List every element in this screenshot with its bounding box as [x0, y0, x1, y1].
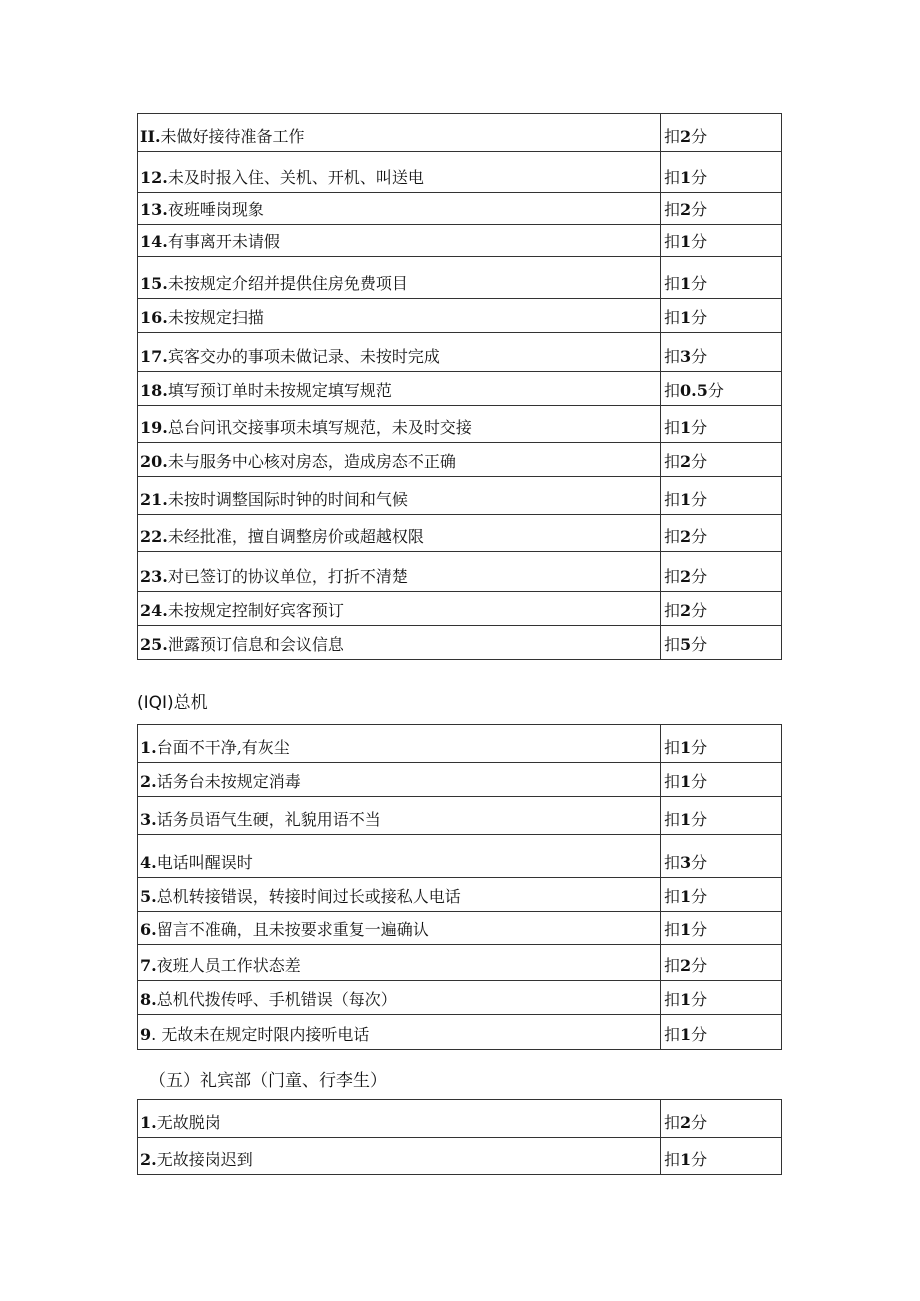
- item-number: 1.: [140, 1113, 157, 1132]
- deduct-label: 扣: [664, 232, 681, 251]
- deduction-cell: [661, 912, 782, 945]
- table-row: [138, 725, 782, 763]
- deduct-label: 扣: [664, 567, 681, 586]
- deduction-cell: [661, 835, 782, 878]
- deduction-cell: [661, 152, 782, 193]
- table-row: [138, 912, 782, 945]
- deduct-label: 扣: [664, 956, 681, 975]
- deduct-label: 扣: [664, 1025, 681, 1044]
- deduct-label: 扣: [664, 1113, 681, 1132]
- item-text: 台面不干净,有灰尘: [156, 738, 290, 757]
- deduct-label: 扣: [664, 810, 681, 829]
- table-row: [138, 1138, 782, 1175]
- table-row: [138, 552, 782, 592]
- table-row: [138, 797, 782, 835]
- deduct-points: 1: [680, 738, 692, 757]
- item-description-cell: [138, 1138, 661, 1175]
- table-row: [138, 257, 782, 299]
- deduct-points: 2: [680, 527, 692, 546]
- item-description-cell: [138, 515, 661, 552]
- item-description-cell: [138, 225, 661, 257]
- deduct-label: 扣: [664, 168, 681, 187]
- item-description-cell: [138, 592, 661, 626]
- deduct-label: 扣: [664, 490, 681, 509]
- deduct-unit: 分: [691, 127, 708, 146]
- table-row: [138, 152, 782, 193]
- deduct-unit: 分: [691, 567, 708, 586]
- table-row: [138, 835, 782, 878]
- deduction-cell: [661, 114, 782, 152]
- deduct-unit: 分: [691, 1150, 708, 1169]
- item-description-cell: [138, 878, 661, 912]
- item-number: 6.: [140, 920, 157, 939]
- item-number: 2.: [140, 1150, 157, 1169]
- deduct-unit: 分: [707, 381, 724, 400]
- item-text: 总台问讯交接事项未填写规范，未及时交接: [167, 418, 472, 437]
- deduct-label: 扣: [664, 452, 681, 471]
- item-text: 未按规定扫描: [167, 308, 264, 327]
- table-row: [138, 945, 782, 981]
- deduct-unit: 分: [691, 168, 708, 187]
- item-number: II.: [140, 127, 161, 146]
- item-number: 21.: [140, 490, 168, 509]
- table-row: [138, 193, 782, 225]
- item-text: 对已签订的协议单位，打折不清楚: [167, 567, 408, 586]
- deduct-points: 2: [680, 601, 692, 620]
- item-number: 23.: [140, 567, 168, 586]
- deduct-label: 扣: [664, 920, 681, 939]
- item-text: 夜班人员工作状态差: [156, 956, 301, 975]
- deduction-cell: [661, 333, 782, 372]
- deduct-label: 扣: [664, 347, 681, 366]
- deduct-points: 1: [680, 418, 692, 437]
- item-text: 夜班唾岗现象: [167, 200, 264, 219]
- deduction-cell: [661, 443, 782, 477]
- deduct-unit: 分: [691, 738, 708, 757]
- item-description-cell: [138, 945, 661, 981]
- section-heading-switchboard: (IQI)总机: [137, 693, 208, 713]
- item-text: 未按规定介绍并提供住房免费项目: [167, 274, 408, 293]
- deduct-unit: 分: [691, 990, 708, 1009]
- deduction-cell: [661, 1015, 782, 1050]
- deduct-unit: 分: [691, 887, 708, 906]
- item-number: 17.: [140, 347, 168, 366]
- deduct-points: 1: [680, 1150, 692, 1169]
- deduct-points: 3: [680, 347, 692, 366]
- table-row: [138, 515, 782, 552]
- item-text: 未做好接待准备工作: [160, 127, 305, 146]
- deduct-unit: 分: [691, 308, 708, 327]
- deduction-cell: [661, 406, 782, 443]
- item-description-cell: [138, 299, 661, 333]
- deduct-label: 扣: [664, 381, 681, 400]
- table-row: [138, 299, 782, 333]
- item-description-cell: [138, 477, 661, 515]
- item-text: 有事离开未请假: [167, 232, 280, 251]
- deduct-unit: 分: [691, 200, 708, 219]
- item-number: 9: [140, 1025, 152, 1044]
- deduct-points: 2: [680, 956, 692, 975]
- deduction-cell: [661, 878, 782, 912]
- deduct-points: 1: [680, 772, 692, 791]
- item-description-cell: [138, 797, 661, 835]
- deduction-cell: [661, 225, 782, 257]
- deduct-points: 1: [680, 887, 692, 906]
- item-description-cell: [138, 193, 661, 225]
- item-number: 22.: [140, 527, 168, 546]
- item-number: 4.: [140, 853, 157, 872]
- item-description-cell: [138, 443, 661, 477]
- section-heading-concierge: （五）礼宾部（门童、行李生）: [149, 1071, 387, 1091]
- table-row: [138, 225, 782, 257]
- deduct-label: 扣: [664, 527, 681, 546]
- item-description-cell: [138, 725, 661, 763]
- deduct-points: 1: [680, 308, 692, 327]
- front-desk-penalty-table: [137, 113, 782, 660]
- item-number: 2.: [140, 772, 157, 791]
- deduct-label: 扣: [664, 738, 681, 757]
- item-text: 宾客交办的事项未做记录、未按时完成: [167, 347, 440, 366]
- item-text: 未与服务中心核对房态，造成房态不正确: [167, 452, 456, 471]
- deduction-cell: [661, 193, 782, 225]
- deduct-label: 扣: [664, 127, 681, 146]
- deduct-points: 2: [680, 127, 692, 146]
- item-text: 未按时调整国际时钟的时间和气候: [167, 490, 408, 509]
- deduct-points: 1: [680, 168, 692, 187]
- deduct-unit: 分: [691, 418, 708, 437]
- deduct-points: 2: [680, 1113, 692, 1132]
- deduct-points: 1: [680, 490, 692, 509]
- deduct-unit: 分: [691, 274, 708, 293]
- deduct-label: 扣: [664, 308, 681, 327]
- item-number: 14.: [140, 232, 168, 251]
- item-number: 7.: [140, 956, 157, 975]
- deduct-unit: 分: [691, 853, 708, 872]
- table-row: [138, 443, 782, 477]
- deduct-points: 1: [680, 274, 692, 293]
- deduction-cell: [661, 626, 782, 660]
- table-row: [138, 1015, 782, 1050]
- switchboard-penalty-table: [137, 724, 782, 1050]
- deduct-unit: 分: [691, 956, 708, 975]
- deduct-points: 5: [680, 635, 692, 654]
- deduction-cell: [661, 981, 782, 1015]
- item-number: 12.: [140, 168, 168, 187]
- deduction-cell: [661, 477, 782, 515]
- item-description-cell: [138, 333, 661, 372]
- deduct-unit: 分: [691, 452, 708, 471]
- deduction-cell: [661, 1138, 782, 1175]
- deduct-unit: 分: [691, 601, 708, 620]
- item-text: 留言不准确，且未按要求重复一遍确认: [156, 920, 429, 939]
- item-text: 话务员语气生硬，礼貌用语不当: [156, 810, 381, 829]
- deduct-unit: 分: [691, 490, 708, 509]
- deduct-label: 扣: [664, 887, 681, 906]
- deduction-cell: [661, 299, 782, 333]
- deduct-points: 1: [680, 920, 692, 939]
- item-number: 24.: [140, 601, 168, 620]
- deduct-label: 扣: [664, 200, 681, 219]
- deduction-cell: [661, 257, 782, 299]
- item-description-cell: [138, 152, 661, 193]
- item-number: 15.: [140, 274, 168, 293]
- deduct-points: 2: [680, 567, 692, 586]
- deduct-label: 扣: [664, 1150, 681, 1169]
- deduct-label: 扣: [664, 274, 681, 293]
- deduct-points: 2: [680, 452, 692, 471]
- deduct-unit: 分: [691, 527, 708, 546]
- item-text: 话务台未按规定消毒: [156, 772, 301, 791]
- item-number: 19.: [140, 418, 168, 437]
- item-description-cell: [138, 835, 661, 878]
- item-number: 3.: [140, 810, 157, 829]
- deduct-label: 扣: [664, 418, 681, 437]
- item-text: 总机代拨传呼、手机错误（每次）: [156, 990, 397, 1009]
- item-description-cell: [138, 406, 661, 443]
- item-number: 20.: [140, 452, 168, 471]
- concierge-penalty-table: [137, 1099, 782, 1175]
- deduct-unit: 分: [691, 232, 708, 251]
- deduct-label: 扣: [664, 772, 681, 791]
- deduct-points: 3: [680, 853, 692, 872]
- table-row: [138, 372, 782, 406]
- deduct-points: 1: [680, 810, 692, 829]
- item-text: 未及时报入住、关机、开机、叫送电: [167, 168, 424, 187]
- table-row: [138, 114, 782, 152]
- deduct-label: 扣: [664, 601, 681, 620]
- item-description-cell: [138, 1100, 661, 1138]
- deduct-points: 1: [680, 990, 692, 1009]
- item-number: 1.: [140, 738, 157, 757]
- deduct-label: 扣: [664, 990, 681, 1009]
- table-row: [138, 592, 782, 626]
- deduct-unit: 分: [691, 1113, 708, 1132]
- item-text: 总机转接错误，转接时间过长或接私人电话: [156, 887, 461, 906]
- item-text: 电话叫醒误时: [156, 853, 253, 872]
- deduction-cell: [661, 763, 782, 797]
- table-row: [138, 1100, 782, 1138]
- deduction-cell: [661, 945, 782, 981]
- deduct-points: 1: [680, 1025, 692, 1044]
- deduct-unit: 分: [691, 772, 708, 791]
- item-description-cell: [138, 257, 661, 299]
- item-description-cell: [138, 626, 661, 660]
- item-number: 13.: [140, 200, 168, 219]
- item-text: 无故接岗迟到: [156, 1150, 253, 1169]
- item-text: 未经批准，擅自调整房价或超越权限: [167, 527, 424, 546]
- deduction-cell: [661, 552, 782, 592]
- deduction-cell: [661, 372, 782, 406]
- item-number: 5.: [140, 887, 157, 906]
- table-row: [138, 406, 782, 443]
- item-text: . 无故未在规定时限内接听电话: [151, 1025, 370, 1044]
- item-description-cell: [138, 372, 661, 406]
- item-text: 无故脱岗: [156, 1113, 221, 1132]
- item-description-cell: [138, 981, 661, 1015]
- deduct-points: 0.5: [680, 381, 708, 400]
- item-number: 8.: [140, 990, 157, 1009]
- deduct-label: 扣: [664, 635, 681, 654]
- deduction-cell: [661, 592, 782, 626]
- table-row: [138, 477, 782, 515]
- item-description-cell: [138, 552, 661, 592]
- item-description-cell: [138, 114, 661, 152]
- deduct-unit: 分: [691, 347, 708, 366]
- item-text: 未按规定控制好宾客预订: [167, 601, 344, 620]
- item-description-cell: [138, 763, 661, 797]
- item-number: 16.: [140, 308, 168, 327]
- table-row: [138, 981, 782, 1015]
- item-text: 泄露预订信息和会议信息: [167, 635, 344, 654]
- deduct-label: 扣: [664, 853, 681, 872]
- deduction-cell: [661, 1100, 782, 1138]
- deduction-cell: [661, 515, 782, 552]
- deduct-unit: 分: [691, 920, 708, 939]
- table-row: [138, 626, 782, 660]
- item-description-cell: [138, 1015, 661, 1050]
- table-row: [138, 763, 782, 797]
- item-description-cell: [138, 912, 661, 945]
- deduction-cell: [661, 725, 782, 763]
- deduct-unit: 分: [691, 635, 708, 654]
- deduct-unit: 分: [691, 1025, 708, 1044]
- item-number: 18.: [140, 381, 168, 400]
- deduct-points: 2: [680, 200, 692, 219]
- deduct-unit: 分: [691, 810, 708, 829]
- item-number: 25.: [140, 635, 168, 654]
- deduction-cell: [661, 797, 782, 835]
- table-row: [138, 333, 782, 372]
- table-row: [138, 878, 782, 912]
- item-text: 填写预订单时未按规定填写规范: [167, 381, 392, 400]
- deduct-points: 1: [680, 232, 692, 251]
